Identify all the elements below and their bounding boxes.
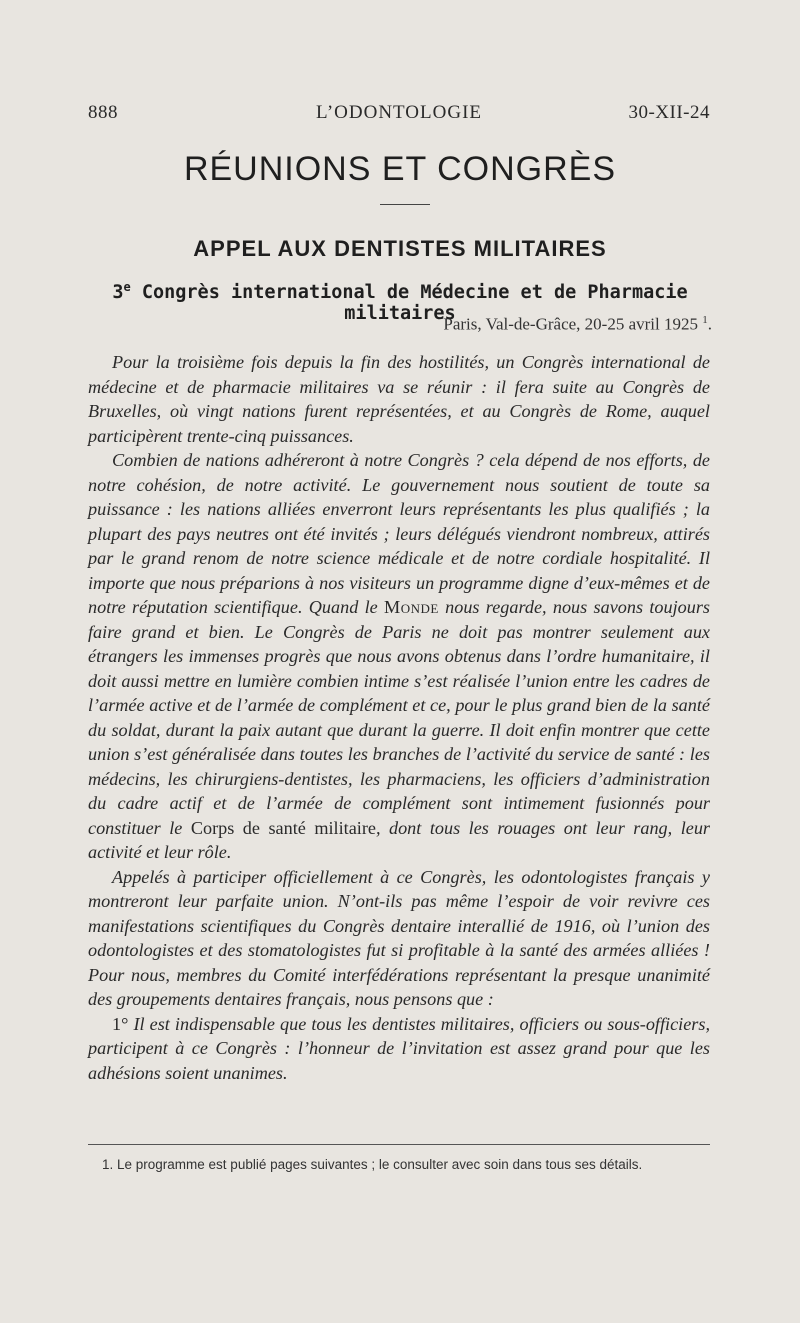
article-body bbox=[88, 350, 710, 1085]
congress-ordinal: e bbox=[123, 280, 131, 294]
section-title: RÉUNIONS ET CONGRÈS bbox=[183, 150, 617, 188]
paragraph-2-part-b: nous regarde, nous savons toujours faire grand et bien. Le Congrès de Paris ne doit pas montrer seulement aux étrangers les immenses progrès que nous avons obtenus dans l’ordre humanitaire, il doit aussi mettre en lumière combien intime s’est réalisée l’union entre les cadres de l’armée active et de l’armée de complément et ce, pour le plus grand bien de la santé du soldat, durant la paix autant que durant la guerre. Il doit enfin montrer que cette union s’est généralisée dans toutes les branches de l’activité du service de santé : les médecins, les chirurgiens-dentistes, les pharmaciens, les officiers d’administration du cadre actif et de l’armée de complément sont intimement fusionnés pour constituer le bbox=[88, 597, 710, 838]
paragraph-4 bbox=[88, 1012, 710, 1086]
item-number: 1° bbox=[112, 1013, 129, 1034]
footnote-divider bbox=[88, 1144, 710, 1145]
paragraph-1: Pour la troisième fois depuis la fin des hostilités, un Congrès international de médecine et de pharmacie militaires va se réunir : il fera suite au Congrès de Bruxelles, où vingt nations furent représentées, et au Congrès de Rome, auquel participèrent trente-cinq puissances. bbox=[88, 352, 710, 446]
paragraph-3: Appelés à participer officiellement à ce Congrès, les odontologistes français y montreront leur parfaite union. N’ont-ils pas même l’espoir de voir revivre ces manifestations scientifiques du Congrès dentaire interallié de 1916, où l’union des odontologistes et des stomatologistes fut si profitable à la santé des armées alliées ! Pour nous, membres du Comité interfédérations représentant la presque unanimité des groupements dentaires français, nous pensons que : bbox=[88, 866, 710, 1009]
place-date-line: Paris, Val-de-Grâce, 20-25 avril 1925 $^1$. bbox=[443, 314, 712, 334]
footnote-reference: 1 bbox=[702, 314, 708, 326]
article-title: APPEL AUX DENTISTES MILITAIRES bbox=[193, 236, 607, 261]
page-number: 888 bbox=[88, 102, 118, 123]
congress-number: 3 bbox=[112, 282, 124, 304]
journal-title: L’ODONTOLOGIE bbox=[315, 102, 483, 123]
paragraph-2-part-a: Combien de nations adhéreront à notre Congrès ? cela dépend de nos efforts, de notre cohésion, de notre activité. Le gouvernement nous soutient de toute sa puissance : les nations alliées enverront leurs représentants les plus qualifiés ; la plupart des pays neutres ont été invités ; leurs délégués viendront nombreux, attirés par le grand renom de notre science médicale et de notre cordiale hospitalité. Il importe que nous préparions à nos visiteurs un programme digne d’eux-mêmes et de notre réputation scientifique. Quand le bbox=[88, 450, 710, 617]
monde-small-caps: Monde bbox=[384, 597, 439, 617]
issue-date: 30-XII-24 bbox=[628, 102, 710, 123]
paragraph-2 bbox=[88, 448, 710, 865]
footnote: 1. Le programme est publié pages suivantes ; le consulter avec soin dans tous ses détails. bbox=[102, 1157, 643, 1172]
congress-name: Congrès international de Médecine et de Pharmacie militaires bbox=[130, 282, 688, 325]
corps-de-sante-roman: Corps de santé militaire bbox=[190, 817, 376, 838]
title-divider bbox=[380, 204, 430, 205]
paragraph-2-part-c: , dont tous les rouages ont leur rang, leur activité et leur rôle. bbox=[88, 817, 710, 862]
running-header bbox=[88, 102, 710, 128]
paragraph-4-text: Il est indispensable que tous les dentistes militaires, officiers ou sous-officiers, participent à ce Congrès : l’honneur de l’invitation est assez grand pour que les adhésions soient unanimes. bbox=[88, 1013, 710, 1083]
place-date: Paris, Val-de-Grâce, 20-25 avril 1925 bbox=[443, 314, 698, 334]
